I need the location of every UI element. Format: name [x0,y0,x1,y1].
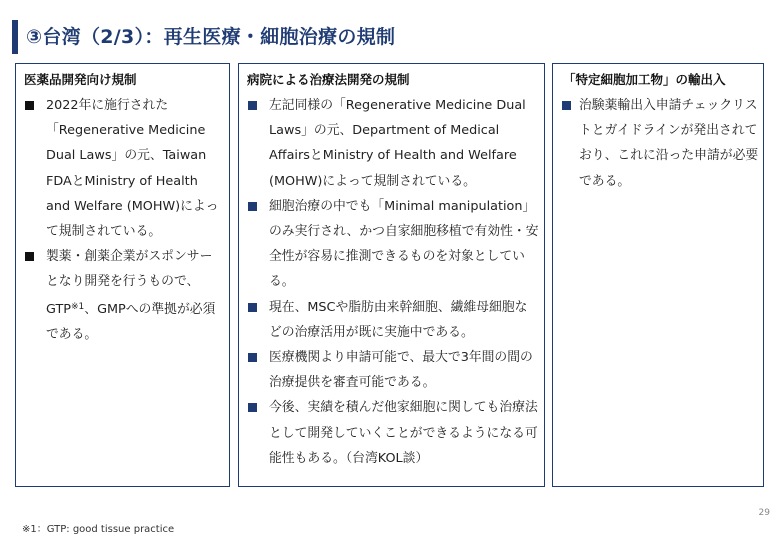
column-heading: 病院による治療法開発の規制 [247,72,410,87]
list-item-text: 左記同様の「Regenerative Medicine Dual Laws」の元、Department of Medical AffairsとMinistry of Health and Welfare (MOHW)によって規制されている。 [269,98,526,189]
list-item-text: 今後、実績を積んだ他家細胞に関しても治療法として開発していくことができるようになる可能性もある。（台湾KOL談） [269,400,538,466]
page-title: ③台湾（2/3）：再生医療・細胞治療の規制 [26,26,396,48]
list-item-text: 現在、MSCや脂肪由来幹細胞、繊維母細胞などの治療活用が既に実施中である。 [269,299,528,340]
list-item [239,93,544,194]
square-bullet-icon [248,303,257,312]
list-item-text: 細胞治療の中でも「Minimal manipulation」のみ実行され、かつ自家細胞移植で有効性・安全性が容易に推測できるものを対象としている。 [269,198,539,290]
footnote: ※1：GTP: good tissue practice [22,524,175,535]
square-bullet-icon [248,353,257,362]
square-bullet-icon [25,252,34,261]
page-number: 29 [758,508,770,518]
column-hospital-treatment [238,63,545,487]
square-bullet-icon [248,202,257,211]
list-item-text-after: 、GMPへの準拠が必須である。 [46,301,216,342]
list-item [16,244,229,347]
square-bullet-icon [25,101,34,110]
list-item-text-before: 製薬・創薬企業がスポンサーとなり開発を行うもので、GTP [46,249,213,317]
column-heading: 医薬品開発向け規制 [24,72,137,87]
square-bullet-icon [562,101,571,110]
list-item [239,194,544,295]
list-item [239,295,544,345]
list-item-text: 治験薬輸出入申請チェックリストとガイドラインが発出されており、これに沿った申請が必要である。 [579,98,759,189]
list-item [239,395,544,471]
square-bullet-icon [248,101,257,110]
square-bullet-icon [248,403,257,412]
column-drug-development [15,63,230,487]
list-item [239,345,544,395]
column-heading: 「特定細胞加工物」の輸出入 [563,72,726,87]
list-item [16,93,229,244]
list-item [553,93,763,194]
column-import-export [552,63,764,487]
footnote-ref: ※1 [71,301,85,312]
list-item-text: 2022年に施行された「Regenerative Medicine Dual Laws」の元、Taiwan FDAとMinistry of Health and Welfare (MOHW)によって規制されている。 [46,98,219,240]
list-item-text: 医療機関より申請可能で、最大で3年間の間の治療提供を審査可能である。 [269,350,533,391]
title-accent-bar [12,20,18,54]
